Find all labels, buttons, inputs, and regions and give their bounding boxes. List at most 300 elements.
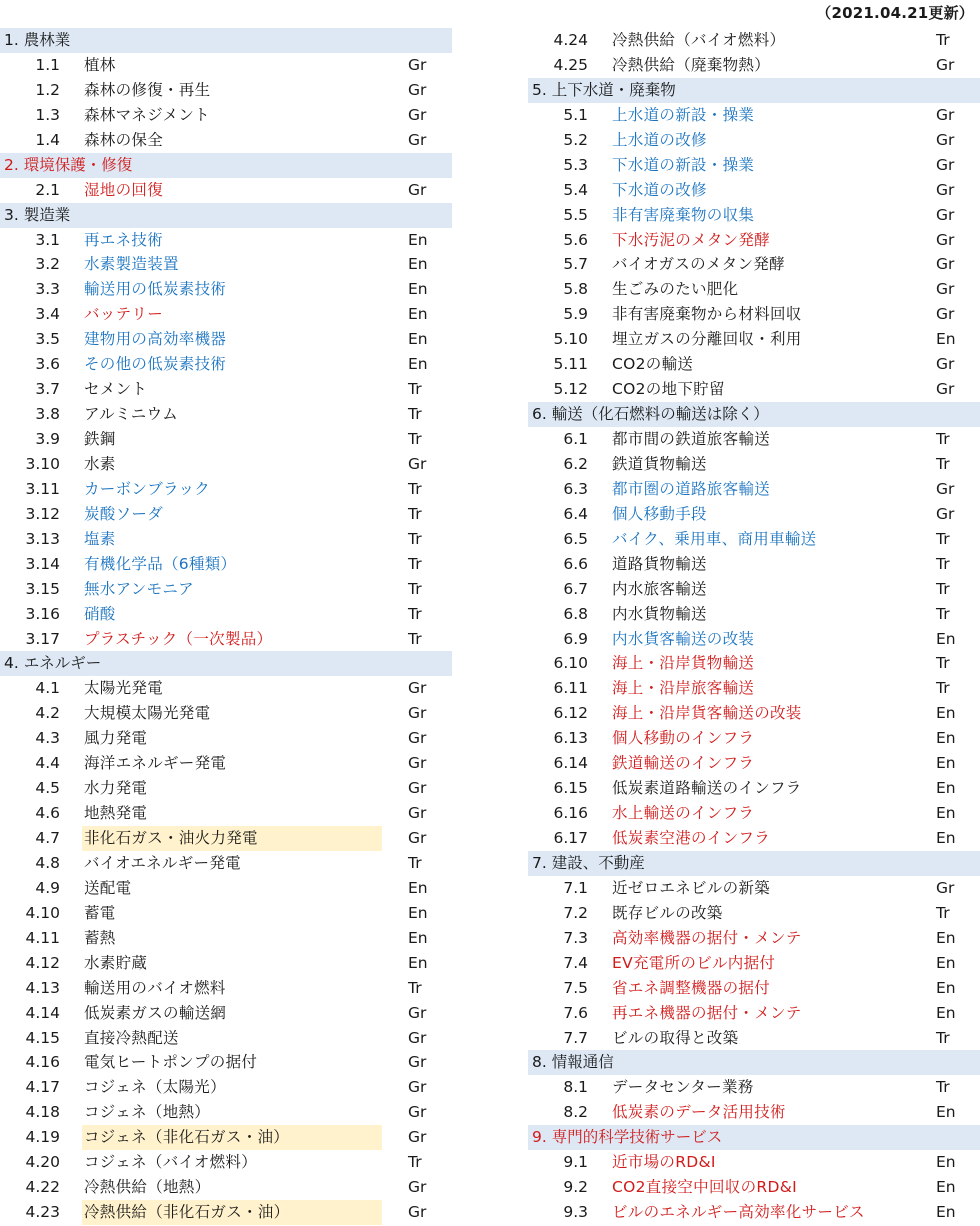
activity-name: 輸送用の低炭素技術 [84,280,227,299]
activity-row [528,627,980,652]
activity-number: 5.6 [563,230,588,249]
activity-number: 4.22 [25,1178,60,1197]
activity-name: 風力発電 [84,729,148,748]
activity-code: Gr [408,679,427,698]
activity-row [528,1026,980,1051]
activity-number: 4.19 [25,1128,60,1147]
activity-number: 4.2 [35,704,60,723]
activity-row [528,726,980,751]
activity-name: 水上輸送のインフラ [612,804,755,823]
activity-number: 4.13 [25,978,60,997]
activity-number: 3.14 [25,554,60,573]
activity-name: 省エネ調整機器の据付 [612,978,771,997]
activity-row [528,1001,980,1026]
activity-row [528,477,980,502]
activity-code: Tr [936,1078,950,1097]
activity-name: 太陽光発電 [84,679,164,698]
activity-name: データセンター業務 [612,1078,754,1097]
activity-number: 3.10 [25,454,60,473]
category-title: 7. 建設、不動産 [532,853,645,872]
activity-number: 6.17 [553,829,588,847]
activity-number: 6.9 [563,629,588,648]
activity-row [0,277,452,302]
activity-name: 電気ヒートポンプの据付 [84,1053,258,1072]
activity-number: 6.8 [563,604,588,623]
activity-name: 低炭素道路輸送のインフラ [612,779,802,798]
activity-code: En [936,729,956,748]
activity-code: En [408,355,428,374]
activity-number: 6.6 [563,554,588,573]
activity-number: 7.4 [563,953,588,972]
activity-name: 蓄電 [84,903,116,922]
activity-code: Gr [936,504,955,523]
activity-code: Tr [936,430,950,448]
activity-code: Tr [936,604,950,623]
activity-name: 下水道の改修 [612,180,707,199]
activity-code: Gr [936,255,955,274]
activity-name: 冷熱供給（廃棄物熱） [612,55,771,74]
activity-name: 海上・沿岸旅客輸送 [612,679,755,698]
activity-number: 1.3 [35,105,60,124]
activity-row [0,103,452,128]
activity-name: 直接冷熱配送 [84,1028,179,1047]
activity-code: En [408,255,428,274]
activity-row [0,851,452,876]
activity-row [0,327,452,352]
activity-code: En [936,804,956,823]
activity-code: Gr [408,180,427,199]
activity-number: 5.5 [563,205,588,224]
activity-code: Tr [408,405,422,424]
activity-code: Tr [936,529,950,548]
activity-row [528,552,980,577]
activity-row [0,502,452,527]
activity-row [0,751,452,776]
activity-code: Gr [936,479,955,498]
activity-name: 内水貨物輸送 [612,604,707,623]
activity-code: Gr [408,80,427,99]
activity-row [528,327,980,352]
activity-row [0,627,452,652]
activity-name: 上水道の新設・操業 [612,105,755,124]
activity-row [528,701,980,726]
activity-name: 鉄鋼 [84,430,116,448]
activity-name: カーボンブラック [84,479,211,498]
activity-code: Gr [408,105,427,124]
activity-name: バッテリー [84,305,164,324]
right-column [528,28,980,1225]
activity-number: 5.12 [553,380,588,399]
category-header [528,1125,980,1150]
activity-number: 4.12 [25,953,60,972]
activity-row [0,976,452,1001]
activity-row [528,776,980,801]
activity-code: En [408,928,428,947]
activity-code: Gr [408,1078,427,1097]
activity-code: Tr [936,454,950,473]
activity-name: 冷熱供給（非化石ガス・油） [82,1200,382,1225]
activity-code: En [408,330,428,349]
activity-row [528,876,980,901]
activity-code: Gr [408,1053,427,1072]
activity-row [528,277,980,302]
activity-code: Gr [408,454,427,473]
activity-number: 9.1 [563,1153,588,1172]
activity-name: 鉄道輸送のインフラ [612,754,755,773]
activity-name: 道路貨物輸送 [612,554,707,573]
activity-number: 6.16 [553,804,588,823]
activity-row [0,826,452,851]
activity-code: Gr [936,130,955,149]
category-title: 4. エネルギー [4,654,102,673]
activity-row [528,751,980,776]
activity-number: 5.2 [563,130,588,149]
activity-name: 森林の修復・再生 [84,80,211,99]
activity-number: 2.1 [35,180,60,199]
activity-name: 海洋エネルギー発電 [84,754,227,773]
activity-row [0,776,452,801]
activity-name: 水素 [84,454,116,473]
activity-name: 内水旅客輸送 [612,579,707,598]
activity-number: 4.8 [35,853,60,872]
activity-number: 3.5 [35,330,60,349]
activity-code: Gr [936,280,955,299]
activity-row [528,153,980,178]
activity-name: バイオガスのメタン発酵 [612,255,785,274]
activity-number: 7.5 [563,978,588,997]
activity-number: 7.3 [563,928,588,947]
activity-row [528,801,980,826]
activity-code: En [936,1103,956,1122]
activity-name: 近市場のRD&I [612,1153,716,1172]
activity-number: 5.10 [553,330,588,349]
category-title: 2. 環境保護・修復 [4,155,133,174]
activity-code: Gr [408,754,427,773]
activity-row [528,252,980,277]
activity-row [0,78,452,103]
activity-row [528,676,980,701]
category-title: 8. 情報通信 [532,1053,614,1072]
activity-row [528,178,980,203]
activity-row [0,477,452,502]
activity-code: Gr [408,1203,427,1222]
activity-number: 6.1 [563,430,588,448]
activity-number: 4.18 [25,1103,60,1122]
activity-name: 炭酸ソーダ [84,504,164,523]
activity-name: 無水アンモニア [84,579,194,598]
activity-code: Tr [936,579,950,598]
activity-row [528,1200,980,1225]
activity-number: 4.11 [25,928,60,947]
activity-number: 6.15 [553,779,588,798]
activity-number: 7.7 [563,1028,588,1047]
activity-name: 大規模太陽光発電 [84,704,211,723]
activity-code: En [936,779,956,798]
activity-code: Tr [408,853,422,872]
activity-code: En [936,1203,956,1222]
activity-name: 地熱発電 [84,804,148,823]
category-header [0,203,452,228]
activity-code: En [936,754,956,773]
activity-code: Gr [936,205,955,224]
activity-name: 非有害廃棄物の収集 [612,205,755,224]
activity-row [0,577,452,602]
activity-code: Tr [936,903,950,922]
activity-number: 3.17 [25,629,60,648]
activity-name: 鉄道貨物輸送 [612,454,707,473]
activity-number: 6.13 [553,729,588,748]
activity-name: 都市圏の道路旅客輸送 [612,479,771,498]
activity-name: プラスチック（一次製品） [84,629,273,648]
activity-code: En [936,978,956,997]
activity-name: 再エネ技術 [84,230,164,249]
activity-name: 森林の保全 [84,130,164,149]
activity-number: 5.7 [563,255,588,274]
activity-number: 7.2 [563,903,588,922]
activity-row [0,1150,452,1175]
activity-code: Gr [408,1128,427,1147]
activity-name: 海上・沿岸貨物輸送 [612,654,755,673]
activity-number: 9.3 [563,1203,588,1222]
activity-row [0,701,452,726]
activity-row [0,926,452,951]
activity-name: 都市間の鉄道旅客輸送 [612,430,771,448]
activity-number: 3.9 [35,430,60,448]
activity-number: 4.17 [25,1078,60,1097]
activity-name: コジェネ（地熱） [84,1103,211,1122]
activity-row [0,352,452,377]
activity-row [0,726,452,751]
activity-code: Tr [408,479,422,498]
activity-number: 4.6 [35,804,60,823]
activity-name: 低炭素空港のインフラ [612,829,771,847]
activity-number: 6.11 [553,679,588,698]
activity-row [0,676,452,701]
activity-name: CO2の地下貯留 [612,380,725,399]
activity-row [0,951,452,976]
activity-name: EV充電所のビル内据付 [612,953,776,972]
activity-code: En [408,230,428,249]
category-title: 9. 専門的科学技術サービス [532,1128,723,1147]
activity-name: 内水貨客輸送の改装 [612,629,755,648]
activity-row [0,602,452,627]
category-header [528,402,980,427]
activity-name: 低炭素のデータ活用技術 [612,1103,786,1122]
activity-code: Gr [936,355,955,374]
activity-number: 9.2 [563,1178,588,1197]
activity-name: 高効率機器の据付・メンテ [612,928,802,947]
activity-code: Tr [936,679,950,698]
activity-row [0,377,452,402]
activity-name: 下水道の新設・操業 [612,155,755,174]
left-column [0,28,452,1225]
activity-number: 3.3 [35,280,60,299]
activity-row [0,1075,452,1100]
category-title: 3. 製造業 [4,205,71,224]
activity-code: En [408,953,428,972]
activity-row [528,577,980,602]
activity-row [0,178,452,203]
activity-name: 有機化学品（6種類） [84,554,237,573]
activity-number: 7.1 [563,878,588,897]
activity-row [0,801,452,826]
activity-row [528,527,980,552]
activity-number: 3.13 [25,529,60,548]
activity-number: 5.1 [563,105,588,124]
activity-code: En [936,1178,956,1197]
activity-number: 6.5 [563,529,588,548]
category-header [528,78,980,103]
activity-number: 3.2 [35,255,60,274]
activity-name: 湿地の回復 [84,180,164,199]
activity-number: 4.24 [553,31,588,49]
activity-number: 5.4 [563,180,588,199]
activity-row [0,552,452,577]
activity-row [528,228,980,253]
activity-name: 非有害廃棄物から材料回収 [612,305,802,324]
activity-row [528,651,980,676]
activity-name: 送配電 [84,878,132,897]
activity-number: 4.25 [553,55,588,74]
activity-number: 3.4 [35,305,60,324]
activity-number: 3.6 [35,355,60,374]
activity-number: 4.5 [35,779,60,798]
activity-name: 硝酸 [84,604,116,623]
activity-name: 輸送用のバイオ燃料 [84,978,226,997]
activity-row [0,1125,452,1150]
activity-code: Tr [408,529,422,548]
activity-code: Tr [408,430,422,448]
category-title: 6. 輸送（化石燃料の輸送は除く） [532,405,769,424]
activity-number: 4.16 [25,1053,60,1072]
activity-code: Gr [408,779,427,798]
activity-row [0,252,452,277]
activity-number: 8.1 [563,1078,588,1097]
activity-name: 森林マネジメント [84,105,210,124]
activity-name: その他の低炭素技術 [84,355,227,374]
activity-code: En [936,629,956,648]
activity-number: 1.2 [35,80,60,99]
activity-row [0,128,452,153]
activity-row [528,203,980,228]
activity-code: Gr [936,380,955,399]
activity-name: 水素製造装置 [84,255,179,274]
activity-name: 低炭素ガスの輸送網 [84,1003,227,1022]
activity-name: 生ごみのたい肥化 [612,280,739,299]
category-header [0,153,452,178]
activity-code: Gr [408,1028,427,1047]
activity-code: Tr [936,654,950,673]
activity-row [0,527,452,552]
activity-row [528,103,980,128]
activity-code: Gr [936,230,955,249]
activity-code: En [408,903,428,922]
activity-name: 水素貯蔵 [84,953,148,972]
activity-name: 上水道の改修 [612,130,707,149]
activity-number: 4.7 [35,829,60,847]
activity-code: Gr [936,180,955,199]
activity-row [0,876,452,901]
activity-name: 下水汚泥のメタン発酵 [612,230,771,249]
activity-row [528,976,980,1001]
activity-row [528,901,980,926]
activity-name: 冷熱供給（バイオ燃料） [612,31,786,49]
activity-number: 6.3 [563,479,588,498]
activity-name: ビルの取得と改築 [612,1028,739,1047]
activity-number: 8.2 [563,1103,588,1122]
activity-name: バイオエネルギー発電 [84,853,241,872]
activity-name: 既存ビルの改築 [612,903,723,922]
activity-code: Gr [408,704,427,723]
activity-row [0,1100,452,1125]
activity-name: CO2の輸送 [612,355,694,374]
activity-name: ビルのエネルギー高効率化サービス [612,1203,865,1222]
activity-number: 6.2 [563,454,588,473]
activity-row [528,1075,980,1100]
activity-number: 6.14 [553,754,588,773]
activity-row [0,1050,452,1075]
activity-number: 4.15 [25,1028,60,1047]
activity-number: 3.15 [25,579,60,598]
activity-number: 3.7 [35,380,60,399]
activity-code: En [936,1003,956,1022]
activity-code: En [936,1153,956,1172]
activity-row [0,1026,452,1051]
activity-row [0,53,452,78]
activity-row [0,1175,452,1200]
activity-name: コジェネ（太陽光） [84,1078,226,1097]
activity-name: 個人移動手段 [612,504,707,523]
activity-number: 5.9 [563,305,588,324]
activity-name: 冷熱供給（地熱） [84,1178,211,1197]
activity-code: Gr [408,1003,427,1022]
activity-code: Tr [408,579,422,598]
activity-row [528,951,980,976]
activity-code: Tr [408,554,422,573]
activity-row [0,228,452,253]
activity-name: CO2直接空中回収のRD&I [612,1178,797,1197]
activity-code: En [936,330,956,349]
activity-name: セメント [84,380,148,399]
activity-row [528,1175,980,1200]
activity-number: 1.1 [35,55,60,74]
activity-name: 海上・沿岸貨客輸送の改装 [612,704,802,723]
activity-number: 3.8 [35,405,60,424]
activity-number: 4.23 [25,1203,60,1222]
activity-code: En [936,928,956,947]
activity-code: Tr [936,1028,950,1047]
activity-number: 4.3 [35,729,60,748]
activity-name: 埋立ガスの分離回収・利用 [612,330,802,349]
activity-number: 5.3 [563,155,588,174]
activity-number: 4.4 [35,754,60,773]
category-title: 1. 農林業 [4,31,71,49]
activity-code: Tr [408,1153,422,1172]
activity-code: Gr [936,155,955,174]
activity-code: En [936,953,956,972]
activity-row [0,1001,452,1026]
activity-code: Gr [936,55,955,74]
category-header [528,1050,980,1075]
update-date: （2021.04.21更新） [816,4,974,22]
activity-row [528,377,980,402]
activity-number: 5.11 [553,355,588,374]
activity-number: 4.14 [25,1003,60,1022]
activity-code: Gr [408,55,427,74]
activity-code: Gr [408,804,427,823]
activity-row [0,402,452,427]
activity-row [528,28,980,53]
